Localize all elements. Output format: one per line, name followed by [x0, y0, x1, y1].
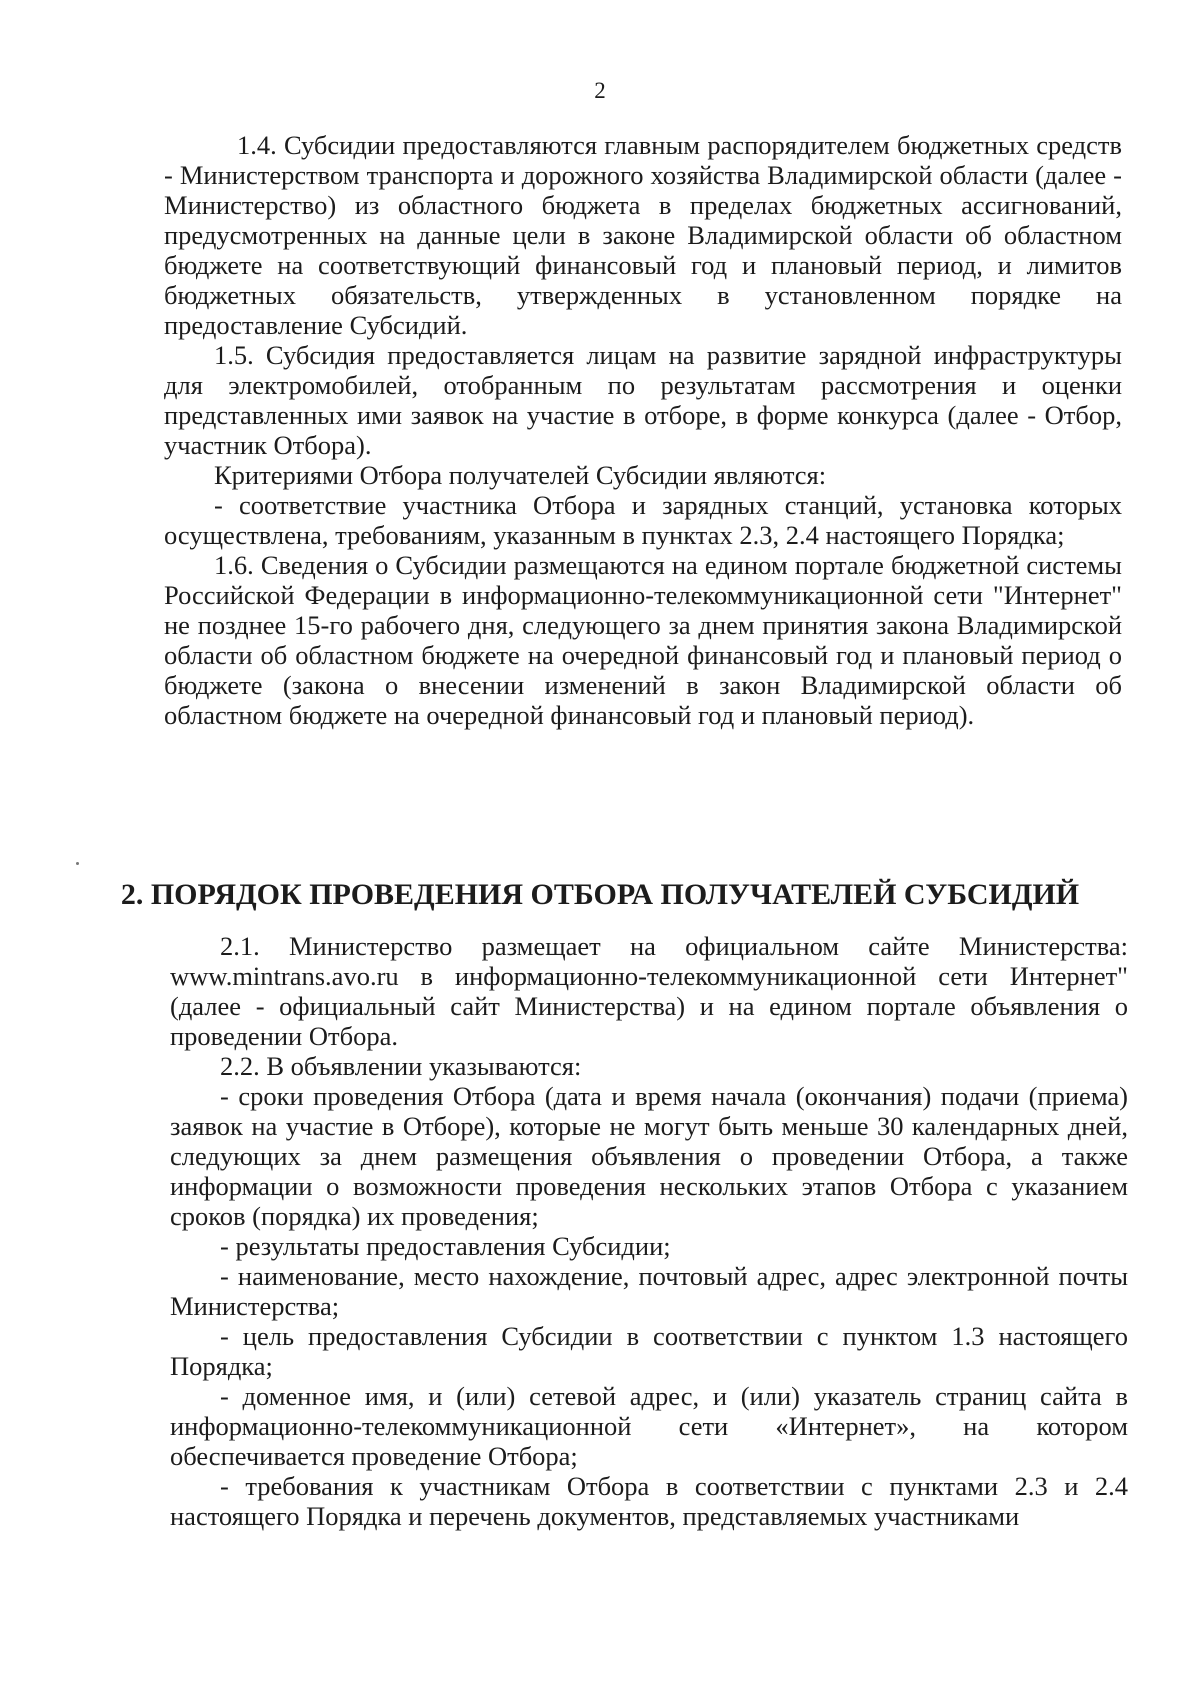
paragraph-1-4: 1.4. Субсидии предоставляются главным распорядителем бюджетных средств - Министерством транспорта и дорожного хозяйства Владимирской области (далее - Министерство) из областного бюджета в пределах бюджетных ассигнований, предусмотренных на данные цели в законе Владимирской области об областном бюджете на соответствующий финансовый год и плановый период, и лимитов бюджетных обязательств, утвержденных в установленном порядке на предоставление Субсидий.	[164, 130, 1122, 340]
paragraph-1-6: 1.6. Сведения о Субсидии размещаются на едином портале бюджетной системы Российской Федерации в информационно-телекоммуникационной сети "Интернет" не позднее 15-го рабочего дня, следующего за днем принятия закона Владимирской области об областном бюджете на очередной финансовый год и плановый период о бюджете (закона о внесении изменений в закон Владимирской области об областном бюджете на очередной финансовый год и плановый период).	[164, 550, 1122, 730]
list-item-domain: - доменное имя, и (или) сетевой адрес, и (или) указатель страниц сайта в информационно-телекоммуникационной сети «Интернет», на котором обеспечивается проведение Отбора;	[170, 1381, 1128, 1471]
paragraph-criteria-item: - соответствие участника Отбора и зарядных станций, установка которых осуществлена, требованиям, указанным в пунктах 2.3, 2.4 настоящего Порядка;	[164, 490, 1122, 550]
paragraph-criteria: Критериями Отбора получателей Субсидии являются:	[214, 460, 827, 490]
list-item-purpose: - цель предоставления Субсидии в соответствии с пунктом 1.3 настоящего Порядка;	[170, 1321, 1128, 1381]
list-item-requirements: - требования к участникам Отбора в соответствии с пунктами 2.3 и 2.4 настоящего Порядка и перечень документов, представляемых участниками	[170, 1471, 1128, 1531]
section-1-body	[164, 130, 1122, 730]
paragraph-2-2: 2.2. В объявлении указываются:	[220, 1051, 582, 1081]
paragraph-2-1: 2.1. Министерство размещает на официальном сайте Министерства: www.mintrans.avo.ru в информационно-телекоммуникационной сети Интернет" (далее - официальный сайт Министерства) и на едином портале объявления о проведении Отбора.	[170, 931, 1128, 1051]
section-2-body	[170, 931, 1128, 1531]
list-item-deadlines: - сроки проведения Отбора (дата и время начала (окончания) подачи (приема) заявок на участие в Отборе), которые не могут быть меньше 30 календарных дней, следующих за днем размещения объявления о проведении Отбора, а также информации о возможности проведения нескольких этапов Отбора с указанием сроков (порядка) их проведения;	[170, 1081, 1128, 1231]
paragraph-1-5: 1.5. Субсидия предоставляется лицам на развитие зарядной инфраструктуры для электромобилей, отобранным по результатам рассмотрения и оценки представленных ими заявок на участие в отборе, в форме конкурса (далее - Отбор, участник Отбора).	[164, 340, 1122, 460]
scan-speck	[76, 862, 79, 865]
page-number: 2	[594, 78, 606, 103]
list-item-results: - результаты предоставления Субсидии;	[220, 1231, 671, 1261]
list-item-address: - наименование, место нахождение, почтовый адрес, адрес электронной почты Министерства;	[170, 1261, 1128, 1321]
section-2-heading: 2. ПОРЯДОК ПРОВЕДЕНИЯ ОТБОРА ПОЛУЧАТЕЛЕЙ СУБСИДИЙ	[120, 878, 1080, 911]
